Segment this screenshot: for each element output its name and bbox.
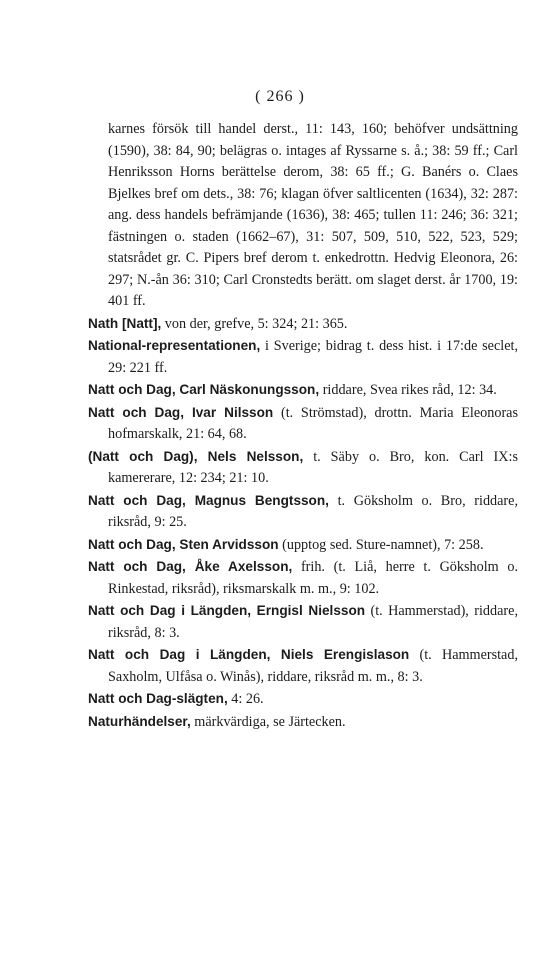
entry-text: frih. (t. Liå, herre t. Göksholm o. Rinkestad, riksråd), riksmarskalk m. m., 9: 102. — [108, 559, 518, 597]
page-number: ( 266 ) — [255, 88, 305, 105]
entry-heading: Nath [Natt], — [88, 315, 162, 331]
entry-text: (t. Hammerstad, Saxholm, Ulfåsa o. Winås), riddare, riksråd m. m., 8: 3. — [108, 647, 518, 685]
index-entry — [88, 534, 518, 557]
entry-text: (t. Hammerstad), riddare, riksråd, 8: 3. — [108, 603, 518, 641]
entry-heading: Natt och Dag, Åke Axelsson, — [88, 559, 293, 574]
index-entries — [88, 119, 518, 733]
entry-heading: (Natt och Dag), Nels Nelsson, — [88, 448, 304, 464]
entry-heading: Naturhändelser, — [88, 713, 191, 729]
entry-text: 4: 26. — [227, 691, 264, 707]
index-entry — [88, 446, 518, 490]
continued-entry — [88, 119, 518, 313]
entry-text: riddare, Svea rikes råd, 12: 34. — [319, 382, 497, 398]
entry-heading: Natt och Dag, Carl Näskonungsson, — [88, 382, 320, 397]
index-entry — [88, 644, 518, 688]
entry-heading: National-representationen, — [88, 338, 261, 353]
index-entry — [88, 490, 518, 534]
index-entry — [88, 688, 518, 711]
index-entry — [88, 711, 518, 734]
entry-heading: Natt och Dag, Ivar Nilsson — [88, 404, 274, 420]
entry-text: t. Säby o. Bro, kon. Carl IX:s kamererare, 12: 234; 21: 10. — [108, 448, 518, 486]
index-entry — [88, 379, 518, 402]
entry-heading: Natt och Dag, Magnus Bengtsson, — [88, 492, 329, 508]
entry-text: märkvärdiga, se Järtecken. — [190, 713, 346, 730]
entry-text: t. Göksholm o. Bro, riddare, riksråd, 9: 25. — [108, 492, 518, 530]
entry-heading: Natt och Dag-slägten, — [88, 691, 228, 706]
entry-heading: Natt och Dag i Längden, Niels Erengislason — [88, 647, 410, 662]
index-entry — [88, 402, 518, 446]
entry-text: i Sverige; bidrag t. dess hist. i 17:de seclet, 29: 221 ff. — [108, 338, 518, 376]
index-entry — [88, 556, 518, 600]
index-entry — [88, 335, 518, 379]
index-entry — [88, 600, 518, 644]
entry-text: (t. Strömstad), drottn. Maria Eleonoras hofmarskalk, 21: 64, 68. — [108, 404, 518, 442]
entry-text: von der, grefve, 5: 324; 21: 365. — [161, 315, 348, 332]
entry-heading: Natt och Dag i Längden, Erngisl Nielsson — [88, 603, 366, 618]
entry-heading: Natt och Dag, Sten Arvidsson — [88, 536, 279, 552]
entry-text: (upptog sed. Sture-namnet), 7: 258. — [278, 536, 484, 553]
entry-text: karnes försök till handel derst., 11: 143, 160; behöfver undsättning (1590), 38: 84, 90; belägras o. intages af Ryssarne s. å.; 38: 59 ff.; Carl Henriksson Horns berättelse derom, 38: 65 ff.; G. Banérs o. Claes Bjelkes bref om dets., 38: 76; klagan öfver saltlicenten (1634), 32: 287: ang. dess handels befrämjande (1636), 38: 465; tullen 11: 246; 36: 321; fästningen o. staden (1662–67), 31: 507, 509, 510, 522, 523, 529; statsrådet gr. C. Pipers bref derom t. enkedrottn. Hedvig Eleonora, 26: 297; N.-ån 36: 310; Carl Cronstedts berätt. om slaget derst. år 1700, 19: 401 ff. — [108, 121, 518, 309]
index-entry — [88, 313, 518, 336]
